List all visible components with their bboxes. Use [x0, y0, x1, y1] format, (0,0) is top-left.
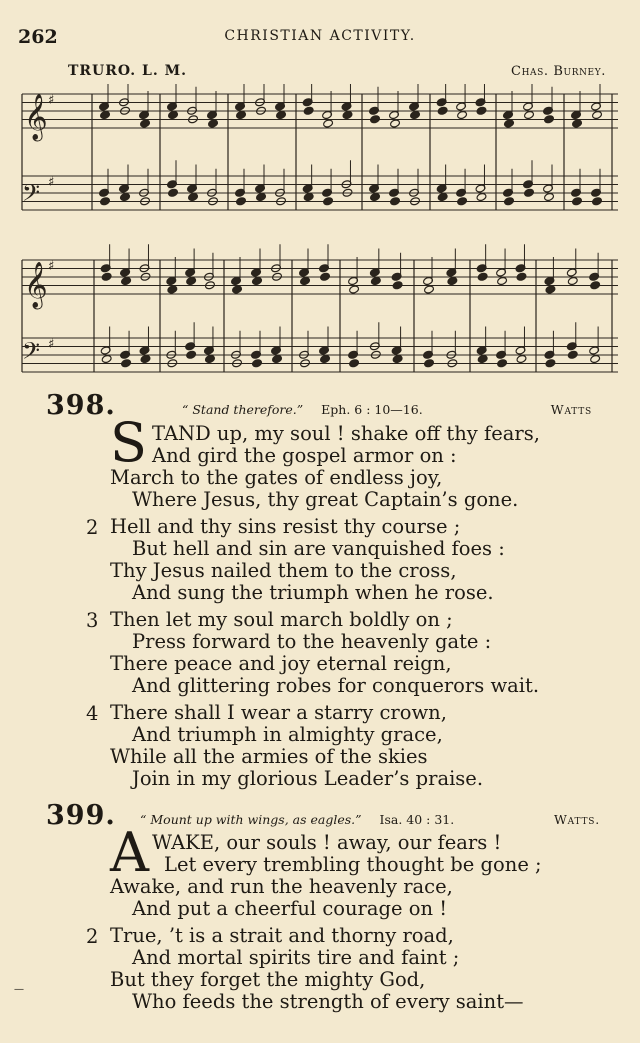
note-head [370, 192, 381, 201]
tune-name: TRURO. L. M. [68, 63, 187, 79]
verse-number: 3 [86, 609, 99, 632]
verse-line: TAND up, my soul ! shake off thy fears, [152, 422, 540, 445]
staff-lines [22, 94, 618, 372]
note-head [424, 359, 435, 368]
sharp-icon: ♯ [48, 337, 55, 352]
note-head [323, 197, 334, 206]
note-head [437, 192, 448, 201]
note-head [188, 192, 199, 201]
verse-line: But hell and sin are vanquished foes : [132, 537, 505, 560]
key-signatures [48, 93, 54, 352]
note-head [392, 354, 403, 363]
note-head [516, 272, 527, 281]
note-head [457, 110, 468, 119]
note-head [186, 350, 197, 359]
page-number: 262 [18, 26, 58, 48]
verse-line: And put a cheerful courage on ! [132, 897, 448, 920]
note-head [232, 285, 243, 294]
verse-line: Hell and thy sins resist thy course ; [110, 515, 461, 538]
note-head [236, 197, 247, 206]
tune-composer: Chas. Burney. [511, 64, 606, 79]
note-head [424, 285, 435, 294]
note-head [272, 354, 283, 363]
hymn-number: 399. [46, 800, 116, 831]
note-head [100, 197, 111, 206]
note-head [303, 192, 314, 201]
note-head [524, 188, 535, 197]
note-head [140, 119, 151, 128]
note-head [572, 119, 583, 128]
note-head [572, 197, 583, 206]
note-head [303, 106, 314, 115]
clefs [22, 94, 48, 370]
note-head [447, 276, 458, 285]
verse-number: 4 [86, 702, 99, 725]
verse-line: Who feeds the strength of every saint— [132, 990, 524, 1013]
note-head [592, 197, 603, 206]
bar-lines [22, 94, 612, 372]
verse-line: And triumph in almighty grace, [132, 723, 443, 746]
note-head [544, 192, 555, 201]
verse-line: WAKE, our souls ! away, our fears ! [152, 831, 502, 854]
running-head: CHRISTIAN ACTIVITY. [224, 28, 416, 44]
note-head [121, 359, 132, 368]
hymn-reference: Isa. 40 : 31. [379, 812, 455, 827]
note-head [167, 285, 178, 294]
verse-line: True, ’t is a strait and thorny road, [110, 924, 454, 947]
hymn-scripture [182, 402, 423, 417]
note-head [168, 110, 179, 119]
note-head [567, 350, 578, 359]
note-head [208, 119, 219, 128]
verse-number: 2 [86, 516, 99, 539]
verse-number: 2 [86, 925, 99, 948]
note-head [516, 354, 527, 363]
hymn-number: 398. [46, 390, 116, 421]
hymn-title: “ Mount up with wings, as eagles.” [140, 812, 362, 827]
note-head [544, 115, 555, 124]
note-head [477, 354, 488, 363]
note-head [101, 354, 112, 363]
treble-clef-icon: 𝄞 [24, 94, 48, 140]
verse-line: Awake, and run the heavenly race, [110, 875, 453, 898]
note-head [476, 192, 487, 201]
note-head [437, 106, 448, 115]
verse-line: And mortal spirits tire and faint ; [132, 946, 460, 969]
verse-line: And sung the triumph when he rose. [132, 581, 494, 604]
note-head [320, 354, 331, 363]
note-head [477, 272, 488, 281]
hymn-reference: Eph. 6 : 10—16. [321, 402, 423, 417]
verse-line: Then let my soul march boldly on ; [110, 608, 453, 631]
sharp-icon: ♯ [48, 259, 55, 274]
note-head [252, 359, 263, 368]
verse-line: Thy Jesus nailed them to the cross, [110, 559, 457, 582]
note-head [590, 354, 601, 363]
note-head [342, 110, 353, 119]
hymn-title: “ Stand therefore.” [182, 402, 304, 417]
verse-line: But they forget the mighty God, [110, 968, 426, 991]
note-head [392, 281, 403, 290]
bass-clef-icon: 𝄢 [22, 337, 41, 370]
note-head [300, 276, 311, 285]
note-head [390, 197, 401, 206]
note-head [186, 276, 197, 285]
note-head [370, 276, 381, 285]
verse-line: There peace and joy eternal reign, [110, 652, 452, 675]
note-head [497, 359, 508, 368]
drop-cap: S [110, 411, 147, 474]
sharp-icon: ♯ [48, 175, 55, 190]
note-head [100, 110, 111, 119]
note-head [320, 272, 331, 281]
note-head [120, 192, 131, 201]
hymn-author: Watts. [554, 812, 600, 827]
note-head [349, 359, 360, 368]
verse-line: And gird the gospel armor on : [152, 444, 457, 467]
note-head [276, 110, 287, 119]
note-head [390, 119, 401, 128]
note-head [504, 119, 515, 128]
treble-clef-icon: 𝄞 [24, 262, 48, 308]
note-head [590, 281, 601, 290]
hymn-author: Watts [550, 402, 592, 417]
note-head [567, 276, 578, 285]
note-head [252, 276, 263, 285]
note-head [205, 354, 216, 363]
drop-cap: A [110, 821, 149, 884]
note-head [168, 188, 179, 197]
verse-line: Join in my glorious Leader’s praise. [132, 767, 484, 790]
verse-line: While all the armies of the skies [110, 745, 428, 768]
sharp-icon: ♯ [48, 93, 55, 108]
note-head [497, 276, 508, 285]
note-head [592, 110, 603, 119]
note-head [349, 285, 360, 294]
verse-line: And glittering robes for conquerors wait. [132, 674, 540, 697]
margin-mark: — [14, 984, 24, 995]
note-head [545, 285, 556, 294]
note-head [504, 197, 515, 206]
verse-line: Where Jesus, thy great Captain’s gone. [132, 488, 519, 511]
note-head [476, 106, 487, 115]
note-head [457, 197, 468, 206]
notes [99, 84, 603, 368]
note-head [524, 110, 535, 119]
verse-line: There shall I wear a starry crown, [110, 701, 447, 724]
verse-line: Let every trembling thought be gone ; [164, 853, 542, 876]
note-head [236, 110, 247, 119]
verse-line: Press forward to the heavenly gate : [132, 630, 492, 653]
note-head [370, 115, 381, 124]
note-head [256, 192, 267, 201]
hymn-scripture [140, 812, 454, 827]
note-head [101, 272, 112, 281]
note-head [121, 276, 132, 285]
note-head [545, 359, 556, 368]
note-head [140, 354, 151, 363]
bass-clef-icon: 𝄢 [22, 179, 41, 212]
note-head [323, 119, 334, 128]
verse-line: March to the gates of endless joy, [110, 466, 443, 489]
note-head [410, 110, 421, 119]
music-score [18, 84, 622, 384]
